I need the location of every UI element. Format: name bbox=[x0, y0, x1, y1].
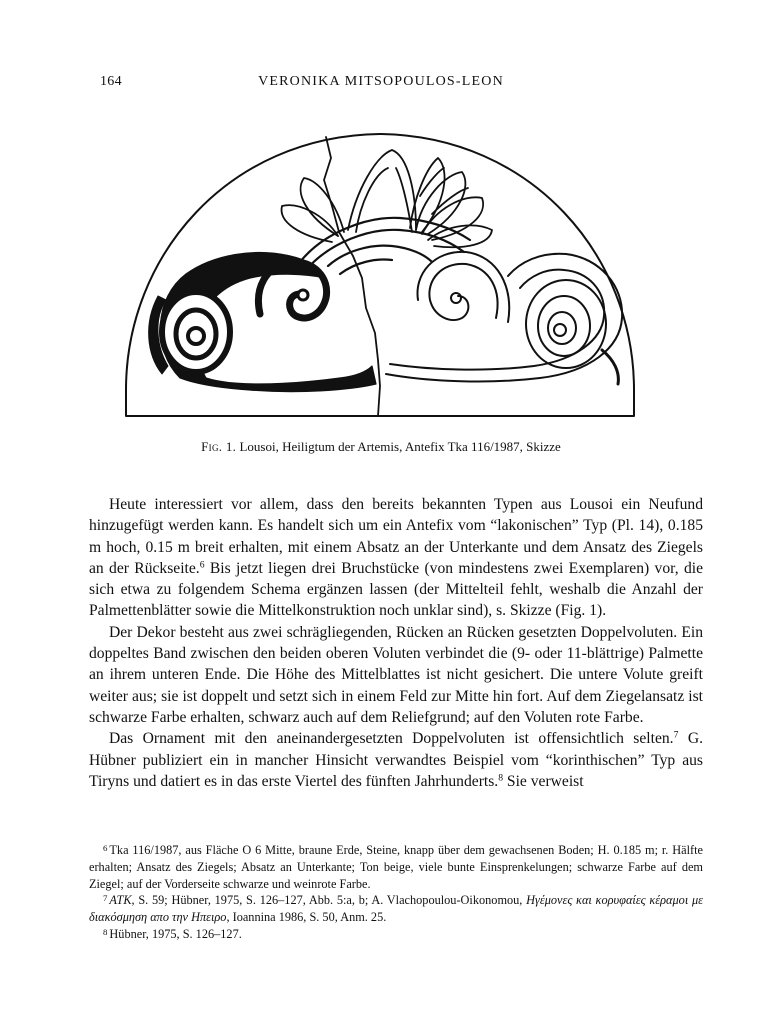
right-upper-volute-scroll bbox=[429, 264, 497, 320]
footnotes bbox=[89, 842, 703, 943]
footnote-ref-8[interactable]: 8 bbox=[498, 772, 504, 784]
figure-caption-text: Lousoi, Heiligtum der Artemis, Antefix Tka 116/1987, Skizze bbox=[239, 439, 561, 454]
antefix-drawing bbox=[110, 128, 650, 428]
footnote-7: $^7$ ATK, S. 59; Hübner, 1975, S. 126–127, Abb. 5:a, b; A. Vlachopoulou-Oikonomou, Ηγέμονες και κορυφαίες κέραμοι με διακόσμηση απο την Ηπειρο, Ioannina 1986, S. 50, Anm. 25. bbox=[89, 893, 703, 925]
left-lower-volute-eye bbox=[188, 328, 204, 344]
footnote-8: $^8$ Hübner, 1975, S. 126–127. bbox=[103, 926, 242, 941]
page-number: 164 bbox=[100, 74, 122, 89]
footnote-6: $^6$ Tka 116/1987, aus Fläche O 6 Mitte, braune Erde, Steine, knapp über dem gewachsenen Boden; H. 0.185 m; r. Hälfte erhalten; Ansatz des Ziegels; Absatz an Unterkante; Ton beige, viele bunte Einsprenkelungen; schwarze Farbe auf dem Ziegel; auf der Vorderseite schwarze und weinrote Farbe. bbox=[89, 842, 703, 891]
figure-label: Fig. 1. bbox=[201, 439, 237, 454]
running-head: VERONIKA MITSOPOULOS-LEON bbox=[258, 74, 504, 89]
paragraph-3: Das Ornament mit den aneinandergesetzten Doppelvoluten ist offensichtlich selten.$^7$ G. Hübner publiziert ein in mancher Hinsicht verwandtes Beispiel vom “korinthischen” Typ aus Tiryns und datiert es in das erste Viertel des fünften Jahrhunderts.$^8$ Sie verweist bbox=[89, 729, 703, 790]
right-lower-volute-inner bbox=[548, 312, 576, 344]
right-upper-volute-eye bbox=[451, 293, 461, 303]
body-text bbox=[89, 494, 703, 792]
paragraph-2: Der Dekor besteht aus zwei schrägliegenden, Rücken an Rücken gesetzten Doppelvoluten. Ein doppeltes Band zwischen den beiden oberen Voluten verbindet die (9- oder 11-blättrige) Palmette an ihrem unteren Ende. Die Höhe des Mittelblattes ist nicht gesichert. Die untere Volute greift weiter aus; sie ist doppelt und setzt sich in einem Feld zur Mitte hin fort. Auf dem Ziegelansatz ist schwarze Farbe erhalten, schwarz auch auf dem Reliefgrund; auf den Voluten rote Farbe. bbox=[89, 623, 703, 726]
figure-antefix-sketch bbox=[110, 128, 650, 428]
right-double-volute bbox=[386, 252, 622, 384]
figure-caption bbox=[0, 439, 762, 455]
right-volute-tail bbox=[602, 350, 618, 384]
left-upper-volute-eye bbox=[298, 290, 308, 300]
palmette bbox=[282, 150, 492, 247]
footnote-ref-6[interactable]: 6 bbox=[199, 559, 205, 571]
right-lower-volute-eye bbox=[554, 324, 566, 336]
footnote-ref-7[interactable]: 7 bbox=[673, 729, 679, 741]
paragraph-1: Heute interessiert vor allem, dass den bereits bekannten Typen aus Lousoi ein Neufund hinzugefügt werden kann. Es handelt sich um ein Antefix vom “lakonischen” Typ (Pl. 14), 0.185 m hoch, 0.15 m breit erhalten, mit einem Absatz an der Unterkante und dem Ansatz des Ziegels an der Rückseite.$^6$ Bis jetzt liegen drei Bruchstücke (von mindestens zwei Exemplaren) vor, die sich etwa zu folgendem Schema ergänzen lassen (der Mittelteil fehlt, weshalb die Anzahl der Palmettenblätter sowie die Mittelkonstruktion noch unklar sind), s. Skizze (Fig. 1). bbox=[89, 496, 703, 620]
